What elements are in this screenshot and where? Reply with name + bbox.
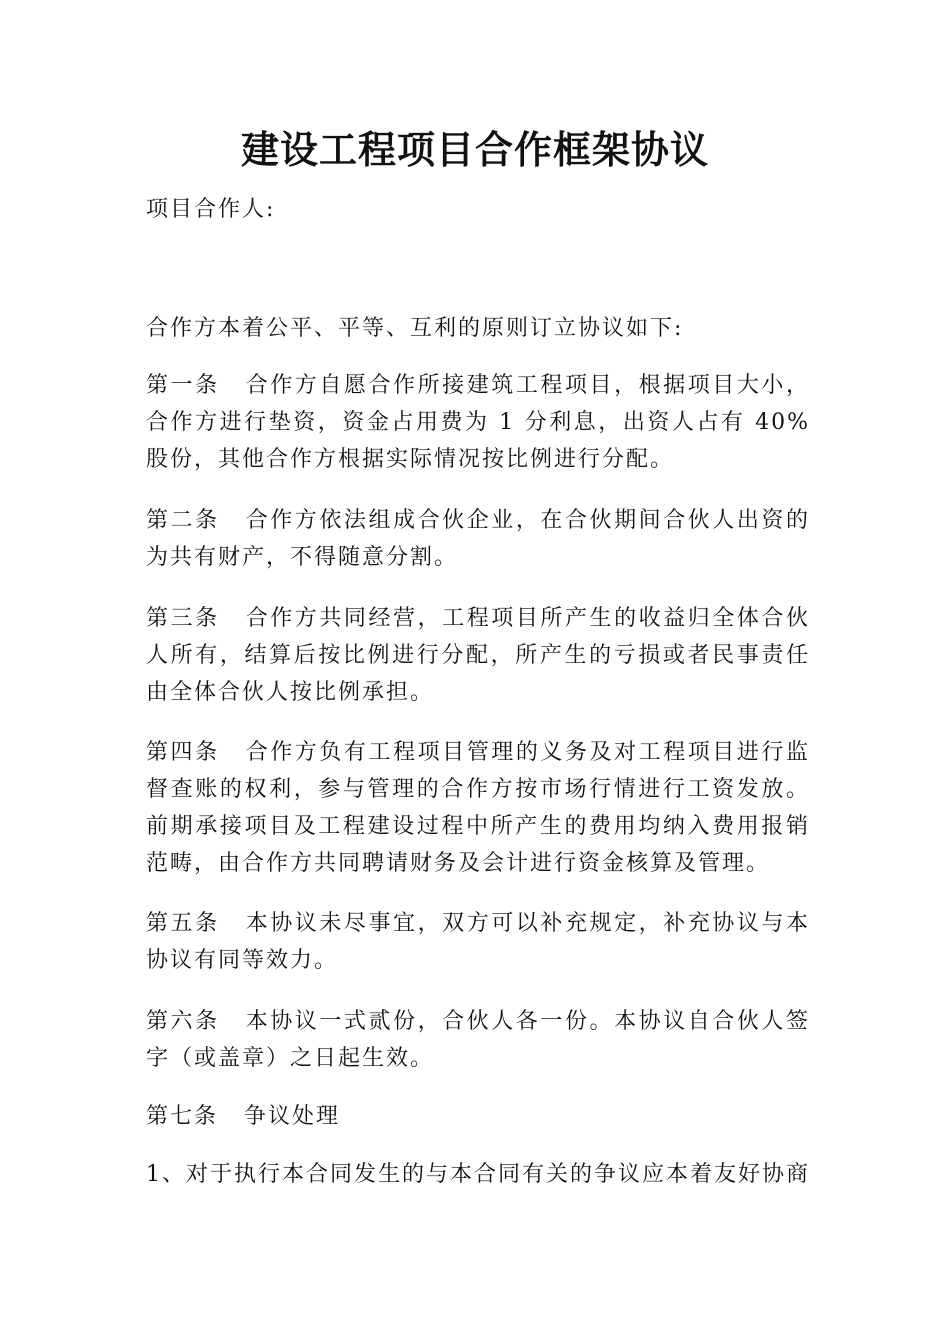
article-1 — [146, 367, 810, 478]
article-4-heading: 第四条 — [146, 740, 220, 765]
article-1-heading: 第一条 — [146, 373, 220, 398]
article-3-heading: 第三条 — [146, 606, 220, 631]
article-6 — [146, 1003, 810, 1077]
article-6-text: 本协议一式贰份，合伙人各一份。本协议自合伙人签字（或盖章）之日起生效。 — [146, 1009, 810, 1071]
article-7-text: 争议处理 — [244, 1104, 341, 1129]
partner-label: 项目合作人: — [146, 197, 276, 222]
article-3 — [146, 600, 810, 711]
dispute-item-1: 1、对于执行本合同发生的与本合同有关的争议应本着友好协商 — [146, 1162, 810, 1187]
article-7-heading: 第七条 — [146, 1104, 219, 1129]
intro-paragraph: 合作方本着公平、平等、互利的原则订立协议如下: — [146, 316, 684, 341]
article-5-heading: 第五条 — [146, 911, 220, 936]
article-5 — [146, 905, 810, 979]
article-1-text: 合作方自愿合作所接建筑工程项目，根据项目大小，合作方进行垫资，资金占用费为 1 分利息，出资人占有 40%股份，其他合作方根据实际情况按比例进行分配。 — [146, 373, 810, 472]
document-title: 建设工程项目合作框架协议 — [240, 128, 709, 172]
article-2-heading: 第二条 — [146, 508, 220, 533]
article-4 — [146, 734, 810, 882]
article-3-text: 合作方共同经营，工程项目所产生的收益归全体合伙人所有，结算后按比例进行分配，所产生的亏损或者民事责任由全体合伙人按比例承担。 — [146, 606, 810, 705]
article-6-heading: 第六条 — [146, 1009, 220, 1034]
article-4-text: 合作方负有工程项目管理的义务及对工程项目进行监督查账的权利，参与管理的合作方按市场行情进行工资发放。前期承接项目及工程建设过程中所产生的费用均纳入费用报销范畴，由合作方共同聘请财务及会计进行资金核算及管理。 — [146, 740, 810, 876]
article-2-text: 合作方依法组成合伙企业，在合伙期间合伙人出资的为共有财产，不得随意分割。 — [146, 508, 810, 570]
article-5-text: 本协议未尽事宜，双方可以补充规定，补充协议与本协议有同等效力。 — [146, 911, 810, 973]
article-2 — [146, 502, 810, 576]
article-7 — [146, 1098, 810, 1135]
